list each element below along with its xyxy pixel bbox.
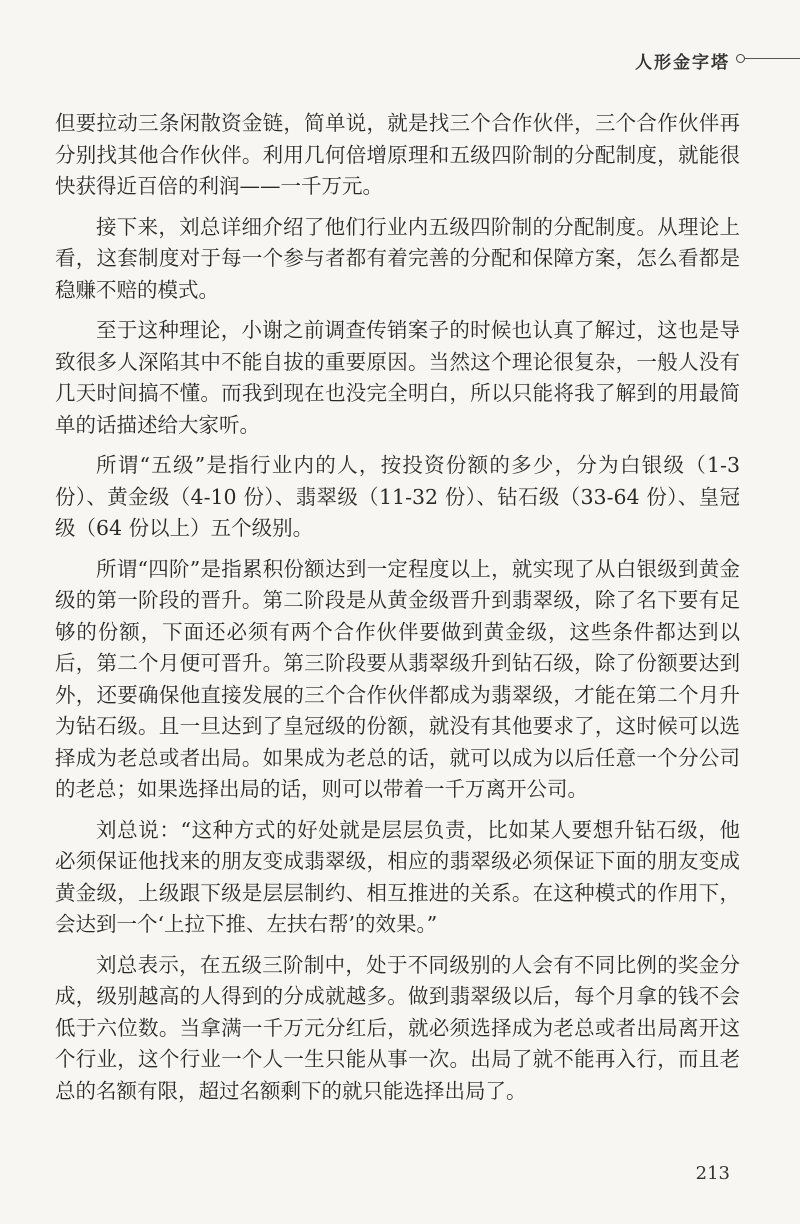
paragraph: 接下来，刘总详细介绍了他们行业内五级四阶制的分配制度。从理论上看，这套制度对于每一个参与者都有着完善的分配和保障方案，怎么看都是稳赚不赔的模式。	[55, 214, 740, 302]
paragraph: 所谓“四阶”是指累积份额达到一定程度以上，就实现了从白银级到黄金级的第一阶段的晋升。第二阶段是从黄金级晋升到翡翠级，除了名下要有足够的份额，下面还必须有两个合作伙伴要做到黄金级，这些条件都达到以后，第二个月便可晋升。第三阶段要从翡翠级升到钻石级，除了份额要达到外，还要确保他直接发展的三个合作伙伴都成为翡翠级，才能在第二个月升为钻石级。且一旦达到了皇冠级的份额，就没有其他要求了，这时候可以选择成为老总或者出局。如果成为老总的话，就可以成为以后任意一个分公司的老总；如果选择出局的话，则可以带着一千万离开公司。	[55, 556, 740, 801]
paragraph: 至于这种理论，小谢之前调查传销案子的时候也认真了解过，这也是导致很多人深陷其中不能自拔的重要原因。当然这个理论很复杂，一般人没有几天时间搞不懂。而我到现在也没完全明白，所以只能将我了解到的用最简单的话描述给大家听。	[55, 318, 740, 437]
header-title: 人形金字塔	[635, 53, 730, 73]
header-rule	[745, 58, 800, 59]
paragraph: 所谓“五级”是指行业内的人，按投资份额的多少，分为白银级（1-3 份）、黄金级（4-10 份）、翡翠级（11-32 份）、钻石级（33-64 份）、皇冠级（64 份以上）五个级别。	[55, 453, 740, 540]
paragraph: 刘总表示，在五级三阶制中，处于不同级别的人会有不同比例的奖金分成，级别越高的人得到的分成就越多。做到翡翠级以后，每个月拿的钱不会低于六位数。当拿满一千万元分红后，就必须选择成为老总或者出局离开这个行业，这个行业一个人一生只能从事一次。出局了就不能再入行，而且老总的名额有限，超过名额剩下的就只能选择出局了。	[55, 952, 740, 1103]
header-circle-ornament	[736, 54, 745, 63]
body-text	[55, 108, 740, 1116]
running-header	[0, 42, 800, 72]
page-number: 213	[695, 1163, 730, 1184]
paragraph: 刘总说：“这种方式的好处就是层层负责，比如某人要想升钻石级，他必须保证他找来的朋友变成翡翠级，相应的翡翠级必须保证下面的朋友变成黄金级，上级跟下级是层层制约、相互推进的关系。在这种模式的作用下，会达到一个‘上拉下推、左扶右帮’的效果。”	[55, 817, 740, 936]
paragraph: 但要拉动三条闲散资金链，简单说，就是找三个合作伙伴，三个合作伙伴再分别找其他合作伙伴。利用几何倍增原理和五级四阶制的分配制度，就能很快获得近百倍的利润——一千万元。	[55, 111, 740, 198]
